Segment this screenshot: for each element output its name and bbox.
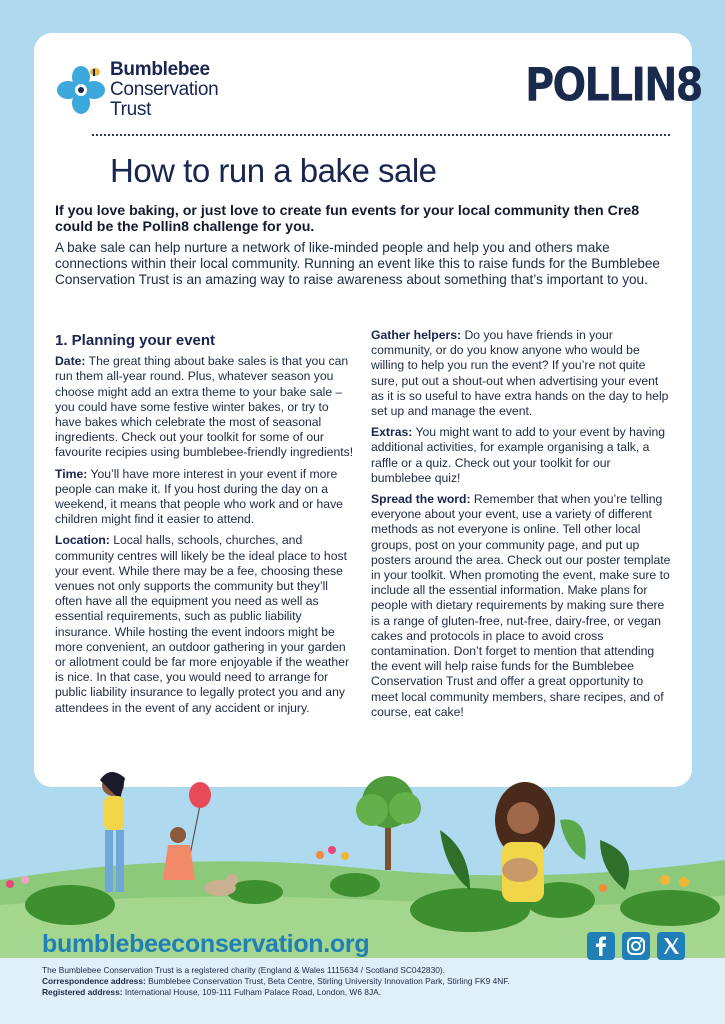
registered-text: International House, 109-111 Fulham Palace Road, London, W6 8JA. <box>122 987 382 997</box>
location-label: Location: <box>55 533 110 548</box>
extras-paragraph <box>371 425 673 486</box>
location-paragraph <box>55 533 355 715</box>
org-name-line3: Trust <box>110 99 152 120</box>
spread-label: Spread the word: <box>371 492 471 507</box>
correspondence-address <box>42 976 702 987</box>
intro-paragraph: A bake sale can help nurture a network of like-minded people and help you and others make connections within their local community. Running an event like this to raise funds for the Bumblebee Conservation Trust is an amazing way to raise awareness about something that’s important to you. <box>55 240 660 287</box>
location-text: Local halls, schools, churches, and community centres will likely be the ideal place to host your event. While there may be a fee, choosing these venues not only supports the community but they’ll often have all the equipment you need as well as essential requirements, such as public liability insurance. While hosting the event indoors might be more convenient, an outdoor gathering in your garden or allotment could be far more enjoyable if the weather is nice. In that case, you would need to arrange for public liability insurance to legally protect you and any attendees in the event of any accident or injury. <box>55 533 350 715</box>
spread-text: Remember that when you’re telling everyone about your event, use a variety of different methods as not everyone is online. Tell other local groups, post on your community page, and put up posters around the area. Check out our poster template in your toolkit. When promoting the event, make sure to include all the essential information. Make plans for people with dietary requirements by making sure there is a range of gluten-free, nut-free, dairy-free, or vegan cakes and protocols in place to avoid cross contamination. Don’t forget to mention that attending the event will help raise funds for the Bumblebee Conservation Trust and offer a great opportunity to meet local community members, share recipes, and of course, eat cake! <box>371 492 671 719</box>
website-link[interactable]: bumblebeeconservation.org <box>42 930 370 958</box>
lead-paragraph: If you love baking, or just love to create fun events for your local community then Cre8 could be the Pollin8 challenge for you. <box>55 203 640 235</box>
charity-statement: The Bumblebee Conservation Trust is a registered charity (England & Wales 1115634 / Scotland SC042830). <box>42 965 445 975</box>
tree-illustration <box>356 776 421 870</box>
x-icon[interactable] <box>657 932 685 960</box>
dog-illustration <box>204 874 238 896</box>
left-column <box>55 333 355 722</box>
date-paragraph <box>55 354 355 460</box>
pollin8-logo: POLLIN8 <box>525 59 702 113</box>
org-name-line1: Bumblebee <box>110 59 210 80</box>
section-heading: 1. Planning your event <box>55 332 216 349</box>
helpers-text: Do you have friends in your community, or do you know anyone who would be willing to help you run the event? If you’re not quite sure, put out a shout-out when advertising your event as it is so useful to have extra hands on the day to help set up and manage the event. <box>371 328 669 419</box>
woman-illustration <box>100 772 125 892</box>
date-label: Date: <box>55 354 86 369</box>
spread-paragraph <box>371 492 673 720</box>
instagram-icon[interactable] <box>622 932 650 960</box>
right-column <box>371 328 673 726</box>
flower-bee-icon <box>57 66 105 114</box>
date-text: The great thing about bake sales is that you can run them all-year round. Plus, whatever season you choose might add an extra theme to your bake sale – you could have some festive winter bakes, or try to have bakes which celebrate the most of seasonal ingredients. Check out your toolkit for some of our favourite recipies using bumblebee-friendly ingredients! <box>55 354 354 460</box>
helpers-paragraph <box>371 328 673 419</box>
page-title: How to run a bake sale <box>110 152 437 189</box>
bct-logo[interactable] <box>57 60 257 120</box>
registered-label: Registered address: <box>42 987 123 997</box>
bushes-illustration <box>25 873 720 932</box>
correspondence-label: Correspondence address: <box>42 976 146 986</box>
time-label: Time: <box>55 466 88 481</box>
helpers-label: Gather helpers: <box>371 328 462 342</box>
facebook-icon[interactable] <box>587 932 615 960</box>
header-divider <box>92 134 670 136</box>
extras-label: Extras: <box>371 425 413 440</box>
illustration-scene <box>0 760 725 950</box>
correspondence-text: Bumblebee Conservation Trust, Beta Centre, Stirling University Innovation Park, Stirling FK9 4NF. <box>145 976 510 986</box>
org-name-line2: Conservation <box>110 79 219 100</box>
time-paragraph <box>55 467 355 528</box>
girl-balloon-illustration <box>163 782 211 880</box>
extras-text: You might want to add to your event by having additional activities, for example organising a talk, a raffle or a quiz. Check out your toolkit for our bumblebee quiz! <box>371 425 666 485</box>
time-text: You’ll have more interest in your event if more people can make it. If you host during the day on a weekend, it means that people who work and or have children might find it easier to attend. <box>55 466 343 527</box>
registered-address <box>42 987 702 998</box>
